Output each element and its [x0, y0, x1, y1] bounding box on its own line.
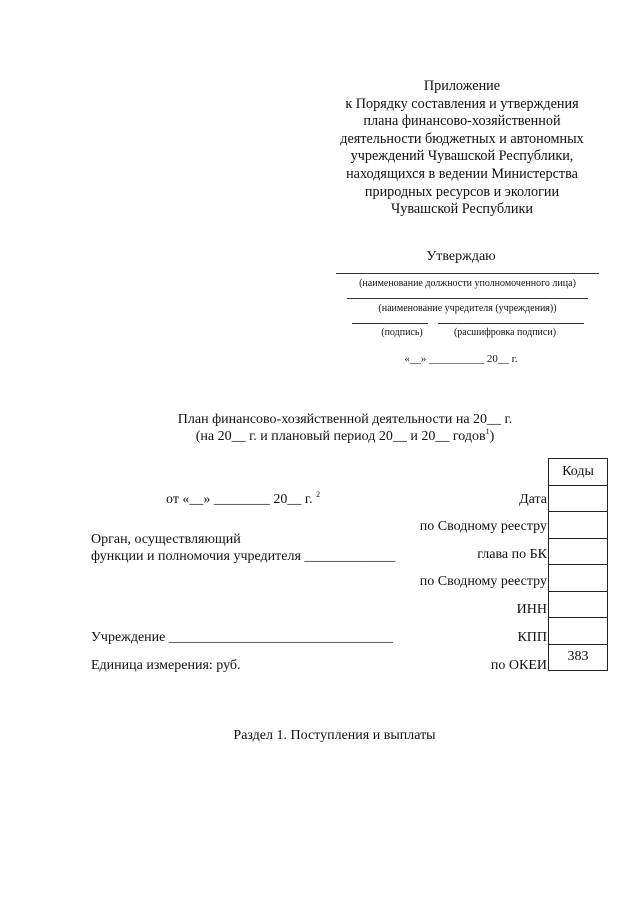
unit-field: Единица измерения: руб. — [91, 658, 241, 673]
appendix-line: учреждений Чувашской Республики, — [350, 148, 574, 165]
decoding-line — [438, 323, 584, 324]
institution-field: Учреждение ________________________________ — [91, 630, 393, 645]
code-cell-kpp[interactable] — [549, 618, 608, 645]
code-label-date: Дата — [519, 492, 547, 507]
code-label-inn: ИНН — [516, 602, 547, 617]
signature-caption: (подпись) — [381, 327, 423, 338]
code-cell-okei[interactable]: 383 — [549, 644, 608, 671]
appendix-header — [322, 78, 602, 219]
appendix-line: Чувашской Республики — [391, 201, 533, 218]
appendix-line: находящихся в ведении Министерства — [346, 165, 578, 182]
plan-title-line2 — [100, 428, 590, 445]
plan-title-line1: План финансово-хозяйственной деятельности на 20__ г. — [177, 412, 513, 427]
codes-table — [548, 458, 608, 671]
institution-caption: (наименование учредителя (учреждения)) — [378, 303, 557, 314]
plan-title — [100, 411, 590, 445]
approval-title: Утверждаю — [426, 249, 496, 264]
code-label-okei: по ОКЕИ — [490, 658, 547, 673]
code-label-bk-chapter: глава по БК — [477, 547, 547, 562]
section-title: Раздел 1. Поступления и выплаты — [233, 728, 436, 743]
code-cell-bk-chapter[interactable] — [549, 538, 608, 565]
organ-label: Орган, осуществляющий — [91, 532, 241, 547]
institution-signature-line — [347, 298, 588, 299]
position-caption: (наименование должности уполномоченного лица) — [359, 278, 576, 289]
signature-line — [352, 323, 428, 324]
code-cell-date[interactable] — [549, 485, 608, 512]
appendix-line: деятельности бюджетных и автономных — [340, 130, 584, 147]
code-label-kpp: КПП — [517, 630, 547, 645]
code-cell-consolidated-registry-2[interactable] — [549, 565, 608, 592]
appendix-line: к Порядку составления и утверждения — [345, 95, 579, 112]
position-signature-line — [336, 273, 599, 274]
code-label-consolidated-registry-2: по Сводному реестру — [419, 574, 547, 589]
date-from-text: от «__» ________ 20__ г. — [166, 492, 313, 507]
code-cell-consolidated-registry[interactable] — [549, 512, 608, 539]
date-from-field — [166, 492, 320, 508]
footnote-marker: 1 — [485, 427, 490, 436]
appendix-line: плана финансово-хозяйственной — [363, 113, 561, 130]
footnote-marker: 2 — [316, 490, 321, 499]
appendix-line: природных ресурсов и экологии — [364, 183, 560, 200]
organ-field: функции и полномочия учредителя _____________ — [91, 549, 396, 564]
decoding-caption: (расшифровка подписи) — [453, 327, 557, 338]
codes-header: Коды — [549, 459, 608, 486]
code-cell-inn[interactable] — [549, 591, 608, 618]
appendix-line: Приложение — [423, 78, 501, 94]
plan-title-text: (на 20__ г. и плановый период 20__ и 20__ годов — [195, 429, 486, 444]
plan-title-close: ) — [489, 429, 495, 444]
approval-date-line: «__» __________ 20__ г. — [404, 353, 518, 365]
code-label-consolidated-registry: по Сводному реестру — [419, 519, 547, 534]
